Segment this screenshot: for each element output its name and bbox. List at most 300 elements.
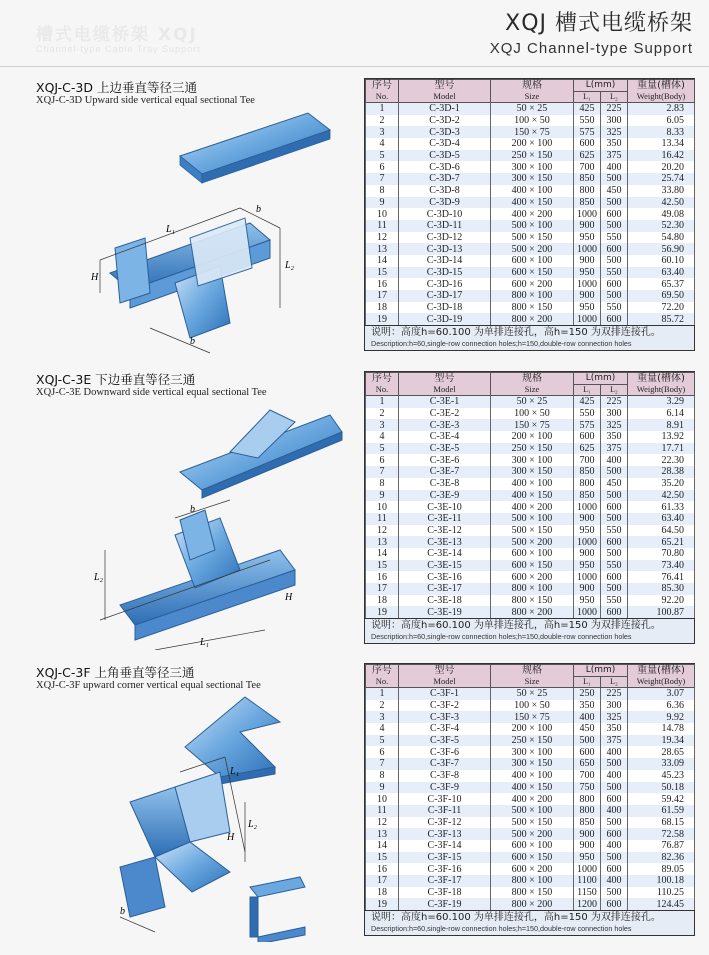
cell-l2: 500 [601,197,628,209]
cell-l2: 375 [601,735,628,747]
cell-size: 150 × 75 [491,419,574,431]
cell-model: C-3F-13 [399,828,491,840]
cell-no: 12 [366,525,399,537]
table-note-3d: 说明：高度h=60.100 为单排连接孔，高h=150 为双排连接孔。 Description:h=60,single-row connection holes;h=150,double-row connection holes [365,325,694,350]
table-row [366,419,695,431]
table-row [366,220,695,232]
header-watermark-en: Channel-type Cable Tray Support [36,44,201,54]
cell-model: C-3F-11 [399,805,491,817]
cell-no: 6 [366,746,399,758]
cell-weight: 50.18 [628,782,695,794]
tee-body-3e [120,510,295,640]
cell-model: C-3E-4 [399,431,491,443]
cell-model: C-3D-16 [399,278,491,290]
cell-l2: 550 [601,525,628,537]
table-row [366,770,695,782]
cell-weight: 35.20 [628,478,695,490]
table-row [366,150,695,162]
table-row [366,525,695,537]
cell-no: 17 [366,875,399,887]
table-row [366,313,695,325]
cell-model: C-3F-19 [399,898,491,910]
table-row [366,161,695,173]
table-row [366,173,695,185]
cell-l1: 950 [574,525,601,537]
cell-model: C-3D-7 [399,173,491,185]
cell-l2: 500 [601,583,628,595]
cell-size: 600 × 150 [491,267,574,279]
label-h: H [91,272,99,283]
cell-no: 5 [366,443,399,455]
cell-no: 12 [366,817,399,829]
cell-l2: 400 [601,840,628,852]
cell-size: 300 × 100 [491,161,574,173]
cell-size: 800 × 200 [491,898,574,910]
cell-no: 17 [366,583,399,595]
table-row [366,103,695,115]
cell-size: 800 × 100 [491,290,574,302]
table-row [366,536,695,548]
cell-l1: 900 [574,220,601,232]
cell-l2: 550 [601,302,628,314]
cell-weight: 72.58 [628,828,695,840]
cell-size: 400 × 100 [491,478,574,490]
cell-l1: 950 [574,267,601,279]
cell-model: C-3E-8 [399,478,491,490]
cell-l1: 1200 [574,898,601,910]
cell-weight: 22.30 [628,454,695,466]
cell-l2: 500 [601,466,628,478]
cell-weight: 9.92 [628,711,695,723]
table-row [366,197,695,209]
cell-no: 3 [366,711,399,723]
cell-size: 800 × 150 [491,595,574,607]
cell-l1: 450 [574,723,601,735]
cell-size: 600 × 200 [491,863,574,875]
cell-l1: 700 [574,161,601,173]
cell-size: 600 × 200 [491,571,574,583]
cell-model: C-3E-1 [399,396,491,408]
cell-weight: 16.42 [628,150,695,162]
cell-size: 600 × 100 [491,840,574,852]
cell-weight: 65.21 [628,536,695,548]
cell-l2: 325 [601,711,628,723]
cell-no: 10 [366,208,399,220]
cell-weight: 3.07 [628,688,695,700]
table-row [366,138,695,150]
cell-l2: 500 [601,255,628,267]
cell-l1: 350 [574,700,601,712]
cell-l1: 950 [574,232,601,244]
cell-no: 2 [366,408,399,420]
cell-no: 12 [366,232,399,244]
table-row [366,490,695,502]
cell-l2: 450 [601,478,628,490]
tee-3d-figure [80,108,358,358]
cell-no: 16 [366,571,399,583]
cell-l2: 225 [601,103,628,115]
cell-no: 18 [366,595,399,607]
section-subtitle-3f: XQJ-C-3F upward corner vertical equal sectional Tee [36,680,261,691]
tee-body-3f [120,772,230,917]
header-watermark: 槽式电缆桥架 XQJ [36,25,198,45]
cell-no: 14 [366,255,399,267]
table-row [366,560,695,572]
cell-size: 200 × 100 [491,723,574,735]
cell-no: 8 [366,478,399,490]
cell-model: C-3E-19 [399,606,491,618]
cell-size: 300 × 150 [491,466,574,478]
cell-no: 13 [366,536,399,548]
cell-weight: 33.09 [628,758,695,770]
cell-size: 500 × 200 [491,536,574,548]
cell-l1: 900 [574,548,601,560]
cell-model: C-3F-2 [399,700,491,712]
cell-size: 500 × 150 [491,232,574,244]
cell-size: 500 × 200 [491,828,574,840]
table-row [366,793,695,805]
label-b: b [120,906,125,917]
col-model: 型号 Model [399,373,491,396]
cell-model: C-3D-10 [399,208,491,220]
cell-l2: 500 [601,852,628,864]
cell-no: 1 [366,396,399,408]
cell-l1: 1000 [574,571,601,583]
cell-l2: 400 [601,805,628,817]
label-b: b [256,204,261,215]
cell-no: 13 [366,243,399,255]
cell-size: 100 × 50 [491,115,574,127]
cell-l2: 400 [601,161,628,173]
cell-weight: 13.92 [628,431,695,443]
cell-l2: 500 [601,782,628,794]
cell-l2: 350 [601,138,628,150]
cell-size: 500 × 100 [491,220,574,232]
cell-weight: 25.74 [628,173,695,185]
cell-model: C-3E-12 [399,525,491,537]
cell-no: 2 [366,115,399,127]
cell-size: 400 × 200 [491,208,574,220]
col-length: L(mm) L₁ L₂ [574,80,628,103]
cell-size: 500 × 200 [491,243,574,255]
cell-weight: 28.65 [628,746,695,758]
cell-weight: 20.20 [628,161,695,173]
table-row [366,735,695,747]
cell-size: 800 × 150 [491,302,574,314]
cell-no: 5 [366,150,399,162]
cell-l2: 400 [601,770,628,782]
cell-model: C-3E-9 [399,490,491,502]
cell-model: C-3D-3 [399,126,491,138]
cell-l2: 600 [601,863,628,875]
cell-weight: 8.91 [628,419,695,431]
cell-l1: 600 [574,138,601,150]
table-row [366,606,695,618]
page-subtitle: XQJ Channel-type Support [489,40,693,57]
cell-l2: 325 [601,419,628,431]
cell-no: 7 [366,173,399,185]
cell-model: C-3F-10 [399,793,491,805]
cell-size: 400 × 150 [491,197,574,209]
cell-l2: 600 [601,536,628,548]
col-size: 规格 Size [491,80,574,103]
cell-l2: 500 [601,887,628,899]
cell-no: 18 [366,887,399,899]
cell-l1: 400 [574,711,601,723]
cell-l1: 800 [574,793,601,805]
label-l1: L₁ [200,637,210,648]
cell-weight: 73.40 [628,560,695,572]
cell-size: 50 × 25 [491,688,574,700]
col-size: 规格 Size [491,665,574,688]
cell-weight: 85.30 [628,583,695,595]
cell-weight: 61.59 [628,805,695,817]
cell-model: C-3F-16 [399,863,491,875]
cell-no: 6 [366,454,399,466]
table-note-3e: 说明：高度h=60.100 为单排连接孔，高h=150 为双排连接孔。 Description:h=60,single-row connection holes;h=150,double-row connection holes [365,618,694,643]
cell-l2: 500 [601,817,628,829]
cell-weight: 28.38 [628,466,695,478]
cell-size: 400 × 150 [491,490,574,502]
cell-size: 500 × 150 [491,817,574,829]
cell-model: C-3E-7 [399,466,491,478]
cell-weight: 45.23 [628,770,695,782]
table-row [366,583,695,595]
cell-weight: 8.33 [628,126,695,138]
cell-weight: 17.71 [628,443,695,455]
cell-weight: 64.50 [628,525,695,537]
cover-plate-3e [180,410,342,498]
table-row [366,396,695,408]
cell-model: C-3F-5 [399,735,491,747]
section-subtitle-3e: XQJ-C-3E Downward side vertical equal sectional Tee [36,387,267,398]
cell-weight: 54.80 [628,232,695,244]
cell-model: C-3D-8 [399,185,491,197]
cell-l2: 300 [601,408,628,420]
section-subtitle-3d: XQJ-C-3D Upward side vertical equal sectional Tee [36,95,255,106]
cell-model: C-3E-5 [399,443,491,455]
cell-l1: 950 [574,302,601,314]
spec-table-3f [364,663,695,936]
cell-size: 800 × 200 [491,606,574,618]
cell-size: 400 × 150 [491,782,574,794]
table-row [366,746,695,758]
cell-model: C-3F-17 [399,875,491,887]
cell-no: 15 [366,267,399,279]
page-title: XQJ 槽式电缆桥架 [505,11,693,36]
cell-weight: 70.80 [628,548,695,560]
cell-model: C-3F-14 [399,840,491,852]
label-b-bottom: b [190,336,195,347]
cell-no: 3 [366,419,399,431]
cell-size: 400 × 100 [491,770,574,782]
cell-weight: 89.05 [628,863,695,875]
cell-no: 13 [366,828,399,840]
cell-size: 300 × 100 [491,454,574,466]
table-row [366,817,695,829]
cell-l1: 900 [574,840,601,852]
label-l1: L₁ [230,766,240,777]
cell-size: 600 × 150 [491,560,574,572]
cell-model: C-3E-15 [399,560,491,572]
col-length: L(mm) L₁ L₂ [574,373,628,396]
cell-no: 1 [366,103,399,115]
col-weight: 重量(槽体) Weight(Body) [628,80,695,103]
cell-l1: 1000 [574,313,601,325]
table-row [366,290,695,302]
table-row [366,431,695,443]
col-weight: 重量(槽体) Weight(Body) [628,373,695,396]
cell-l1: 800 [574,185,601,197]
cell-weight: 65.37 [628,278,695,290]
cell-no: 4 [366,723,399,735]
cell-l2: 225 [601,396,628,408]
cell-weight: 19.34 [628,735,695,747]
cell-size: 100 × 50 [491,700,574,712]
cell-model: C-3D-9 [399,197,491,209]
cell-l1: 900 [574,290,601,302]
cell-weight: 63.40 [628,267,695,279]
cell-l2: 400 [601,875,628,887]
cell-l1: 550 [574,408,601,420]
table-row [366,548,695,560]
cell-l2: 550 [601,560,628,572]
table-row [366,595,695,607]
table-row [366,232,695,244]
cell-weight: 100.18 [628,875,695,887]
cell-no: 2 [366,700,399,712]
cell-size: 500 × 100 [491,513,574,525]
cell-no: 16 [366,863,399,875]
cell-l1: 625 [574,443,601,455]
cell-l1: 1000 [574,243,601,255]
cell-weight: 6.05 [628,115,695,127]
cell-weight: 42.50 [628,197,695,209]
cell-no: 4 [366,431,399,443]
cell-l2: 600 [601,501,628,513]
cell-size: 300 × 100 [491,746,574,758]
cell-no: 19 [366,313,399,325]
cell-weight: 69.50 [628,290,695,302]
cell-size: 500 × 100 [491,805,574,817]
cell-l1: 500 [574,735,601,747]
cell-no: 11 [366,805,399,817]
table-row [366,852,695,864]
cell-weight: 60.10 [628,255,695,267]
table-row [366,887,695,899]
cell-size: 250 × 150 [491,735,574,747]
cell-l2: 500 [601,548,628,560]
cell-l2: 300 [601,700,628,712]
cell-no: 14 [366,548,399,560]
table-row [366,208,695,220]
cell-no: 19 [366,898,399,910]
cell-l1: 1000 [574,606,601,618]
cell-no: 10 [366,793,399,805]
cell-l2: 600 [601,828,628,840]
cell-l1: 600 [574,431,601,443]
cell-size: 600 × 200 [491,278,574,290]
table-row [366,688,695,700]
table-row [366,115,695,127]
cell-model: C-3F-3 [399,711,491,723]
cell-l1: 650 [574,758,601,770]
cell-no: 11 [366,220,399,232]
cell-size: 800 × 100 [491,875,574,887]
cell-l1: 900 [574,255,601,267]
cell-no: 7 [366,758,399,770]
cell-model: C-3E-10 [399,501,491,513]
cell-l1: 1000 [574,536,601,548]
cell-no: 19 [366,606,399,618]
cell-weight: 49.08 [628,208,695,220]
label-b: b [190,504,195,515]
cell-size: 300 × 150 [491,173,574,185]
table-row [366,875,695,887]
cell-weight: 59.42 [628,793,695,805]
cell-weight: 82.36 [628,852,695,864]
cell-no: 6 [366,161,399,173]
table-row [366,863,695,875]
cell-size: 200 × 100 [491,431,574,443]
section-title-3d: XQJ-C-3D 上边垂直等径三通 [36,80,197,95]
cell-size: 500 × 150 [491,525,574,537]
cell-model: C-3E-2 [399,408,491,420]
label-l2: L₂ [248,819,258,830]
cell-weight: 68.15 [628,817,695,829]
cell-model: C-3F-15 [399,852,491,864]
col-no: 序号 No. [366,373,399,396]
cell-l2: 550 [601,232,628,244]
cell-no: 17 [366,290,399,302]
cell-model: C-3D-5 [399,150,491,162]
cell-size: 50 × 25 [491,103,574,115]
cell-weight: 14.78 [628,723,695,735]
cell-l1: 700 [574,770,601,782]
cell-size: 400 × 200 [491,793,574,805]
table-row [366,267,695,279]
table-row [366,501,695,513]
cell-model: C-3F-9 [399,782,491,794]
cell-model: C-3E-16 [399,571,491,583]
cell-l1: 850 [574,817,601,829]
cell-model: C-3E-3 [399,419,491,431]
cell-size: 300 × 150 [491,758,574,770]
cell-l1: 750 [574,782,601,794]
cell-size: 400 × 200 [491,501,574,513]
table-row [366,466,695,478]
cell-l1: 600 [574,746,601,758]
col-size: 规格 Size [491,373,574,396]
table-row [366,454,695,466]
cell-l2: 500 [601,290,628,302]
cell-weight: 85.72 [628,313,695,325]
table-row [366,185,695,197]
cell-l2: 300 [601,115,628,127]
label-h: H [227,832,235,843]
cell-size: 50 × 25 [491,396,574,408]
cell-weight: 6.36 [628,700,695,712]
table-row [366,478,695,490]
cell-l1: 575 [574,126,601,138]
table-row [366,828,695,840]
cell-size: 150 × 75 [491,126,574,138]
cell-l2: 600 [601,313,628,325]
cell-no: 7 [366,466,399,478]
cell-l2: 500 [601,758,628,770]
cell-size: 250 × 150 [491,150,574,162]
cell-l2: 500 [601,173,628,185]
